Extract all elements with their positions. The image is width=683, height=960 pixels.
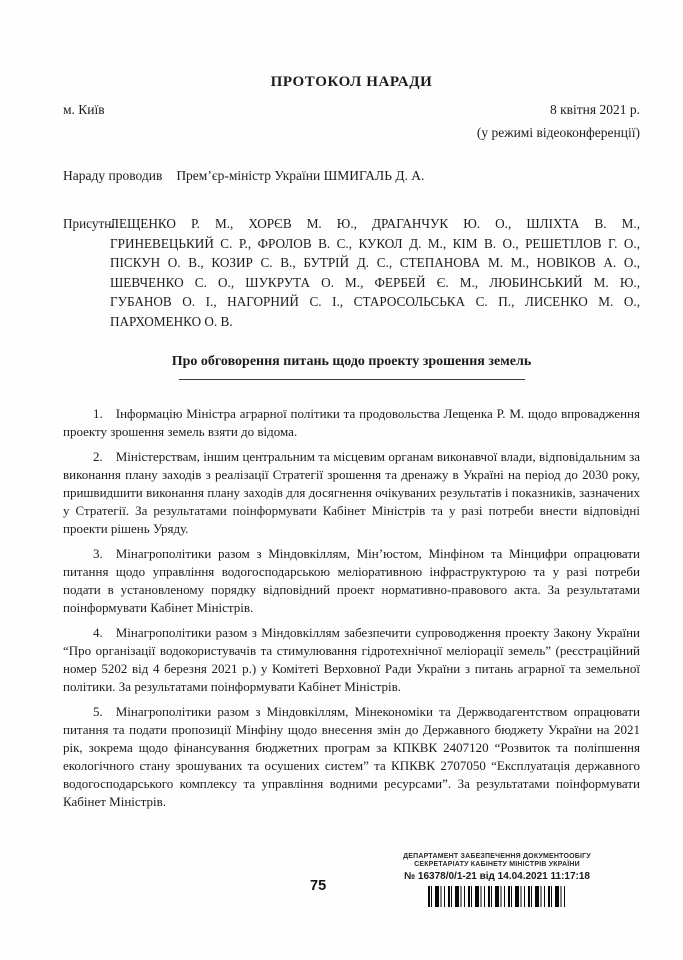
item-1-number: 1.	[93, 406, 103, 421]
document-place: м. Київ	[63, 102, 105, 117]
item-5	[63, 703, 640, 811]
attendees-label: Присутні:	[63, 216, 119, 231]
chair-name: Прем’єр-міністр України ШМИГАЛЬ Д. А.	[176, 168, 425, 183]
document-date: 8 квітня 2021 р.	[549, 102, 640, 117]
item-5-text: Мінагрополітики разом з Міндовкіллям, Мінекономіки та Держводагентством опрацювати питання та подати пропозиції Мінфіну щодо внесення змін до Державного бюджету України на 2021 рік, зокрема щодо фінансування бюджетних програм за КПКВК 2407120 “Розвиток та поліпшення екологічного стану зрошуваних та осушених систем” та КПКВК 2707050 “Експлуатація державного водогосподарського комплексу та управління водними ресурсами”. За результатами поінформувати Кабінет Міністрів.	[63, 704, 640, 809]
stamp-department-line: ДЕПАРТАМЕНТ ЗАБЕЗПЕЧЕННЯ ДОКУМЕНТООБІГУ	[403, 853, 591, 860]
item-4-text: Мінагрополітики разом з Міндовкіллям забезпечити супроводження проекту Закону України “Про організації водокористувачів та стимулювання гідротехнічної меліорації земель” (реєстраційний номер 5202 від 4 березня 2021 р.) у Комітеті Верховної Ради України з питань аграрної та земельної політики. За результатами поінформувати Кабінет Міністрів.	[63, 625, 640, 694]
place-date-row	[63, 102, 640, 118]
item-4-number: 4.	[93, 625, 103, 640]
stamp-registration-number: № 16378/0/1-21 від 14.04.2021 11:17:18	[403, 871, 590, 882]
item-2-number: 2.	[93, 449, 103, 464]
item-3	[63, 545, 640, 617]
conference-mode-note: (у режимі відеоконференції)	[476, 125, 640, 140]
item-2	[63, 448, 640, 538]
page-number: 75	[310, 878, 327, 894]
decision-items	[63, 405, 640, 811]
attendees-block	[63, 214, 640, 331]
item-3-number: 3.	[93, 546, 103, 561]
document-title: ПРОТОКОЛ НАРАДИ	[270, 74, 433, 90]
item-4	[63, 624, 640, 696]
item-1	[63, 405, 640, 441]
registration-stamp	[352, 853, 642, 907]
item-1-text: Інформацію Міністра аграрної політики та продовольства Лещенка Р. М. щодо впровадження проекту зрошення земель взяти до відома.	[63, 406, 640, 439]
barcode	[428, 886, 566, 907]
subject-heading: Про обговорення питань щодо проекту зрошення земель	[171, 354, 532, 369]
chair-label: Нараду проводив	[63, 168, 163, 183]
item-5-number: 5.	[93, 704, 103, 719]
item-3-text: Мінагрополітики разом з Міндовкіллям, Мін’юстом, Мінфіном та Мінцифри опрацювати питання щодо управління водогосподарською меліоративною інфраструктурою та у разі потреби подати в установленому порядку відповідний проект нормативно-правового акта. За результатами поінформувати Кабінет Міністрів.	[63, 546, 640, 615]
subject-underline	[179, 379, 525, 380]
chair-line	[63, 168, 640, 184]
stamp-secretariat-line: СЕКРЕТАРІАТУ КАБІНЕТУ МІНІСТРІВ УКРАЇНИ	[414, 861, 580, 868]
item-2-text: Міністерствам, іншим центральним та місцевим органам виконавчої влади, відповідальним за виконання плану заходів з реалізації Стратегії зрошення та дренажу в Україні на період до 2030 року, пришвидшити виконання плану заходів для досягнення очікуваних результатів і показників, зазначених у Стратегії. За результатами поінформувати Кабінет Міністрів та у разі потреби внести відповідні проекти рішень Уряду.	[63, 449, 640, 536]
attendees-list: ЛЕЩЕНКО Р. М., ХОРЄВ М. Ю., ДРАГАНЧУК Ю. О., ШЛІХТА В. М., ГРИНЕВЕЦЬКИЙ С. Р., ФРОЛОВ В. С., КУКОЛ Д. М., КІМ В. О., РЕШЕТІЛОВ Г. О., ПІСКУН О. В., КОЗИР С. В., БУТРІЙ Д. С., СТЕПАНОВА М. М., НОВІКОВ А. О., ШЕВЧЕНКО С. О., ШУКРУТА О. М., ФЕРБЕЙ Є. М., ЛЮБИНСЬКИЙ М. Ю., ГУБАНОВ О. І., НАГОРНИЙ С. І., СТАРОСОЛЬСЬКА С. П., ЛИСЕНКО М. О., ПАРХОМЕНКО О. В.	[110, 216, 640, 329]
